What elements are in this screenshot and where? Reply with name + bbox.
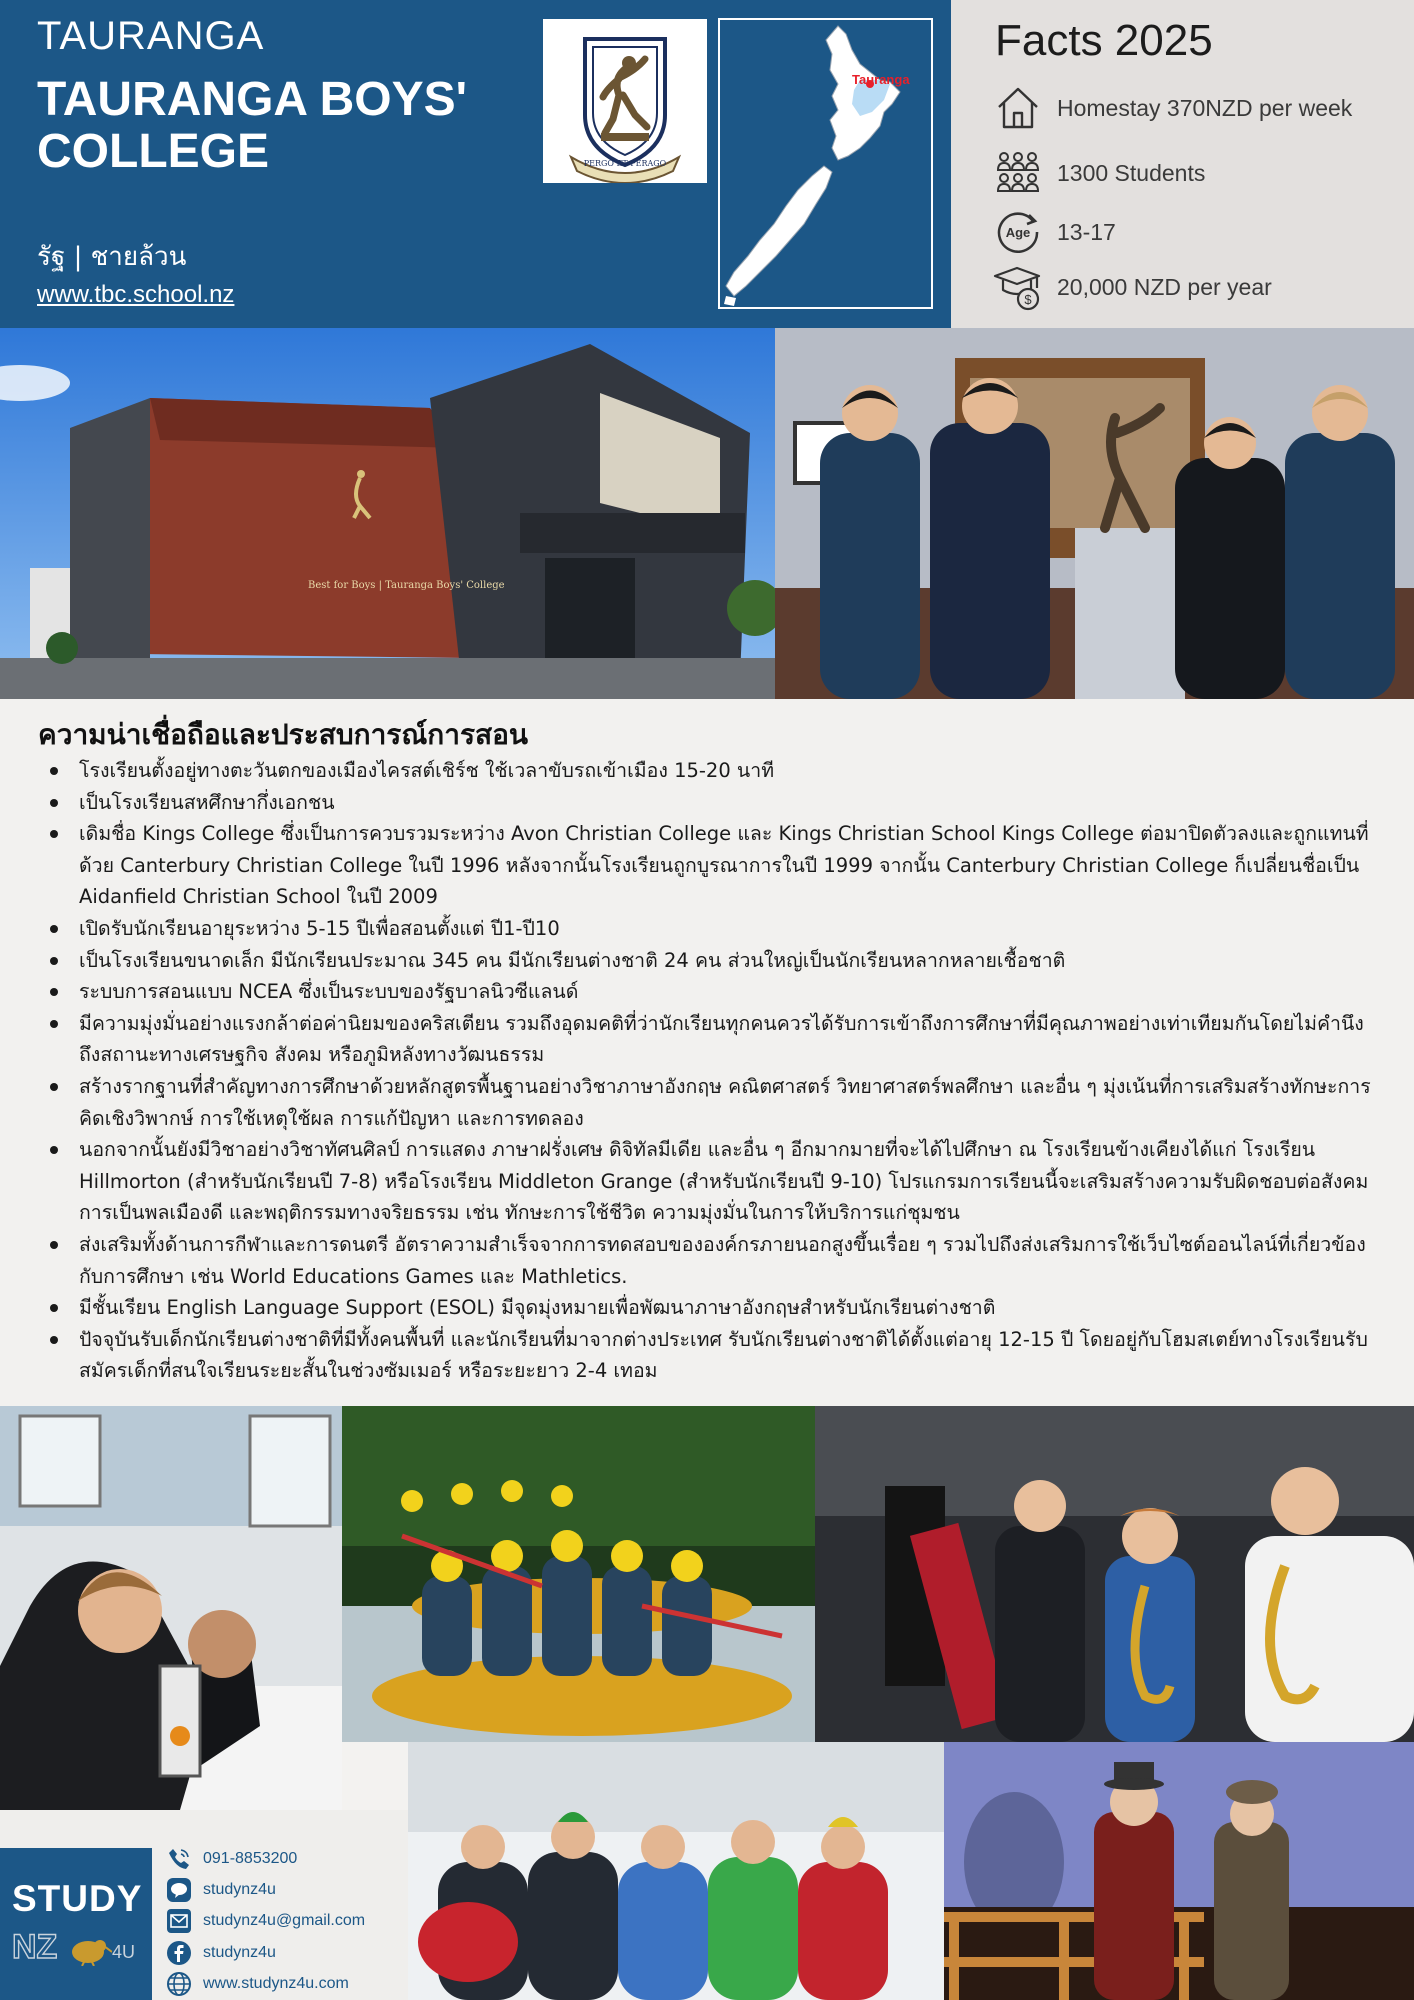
list-item: มีความมุ่งมั่นอย่างแรงกล้าต่อค่านิยมของคริสเตียน รวมถึงอุดมคติที่ว่านักเรียนทุกคนควรได้รับการเข้าถึงการศึกษาที่มีคุณภาพอย่างเท่าเทียมกันโดยไม่คำนึงถึงสถานะทางเศรษฐกิจ สังคม หรือภูมิหลังทางวัฒนธรรม xyxy=(38,1008,1383,1071)
list-item: โรงเรียนตั้งอยู่ทางตะวันตกของเมืองไครสต์เชิร์ช ใช้เวลาขับรถเข้าเมือง 15-20 นาที xyxy=(38,755,1383,787)
line-icon xyxy=(166,1877,192,1903)
contact-text: 091-8853200 xyxy=(203,1850,298,1867)
logo-study-text: STUDY xyxy=(12,1878,143,1919)
fact-text: 1300 Students xyxy=(1057,159,1206,186)
fact-homestay xyxy=(993,83,1352,133)
kiwi-bird-icon xyxy=(66,1936,112,1966)
house-icon xyxy=(993,83,1043,133)
studynz4u-logo xyxy=(0,1848,152,2000)
facebook-icon xyxy=(166,1940,192,1966)
contact-line[interactable] xyxy=(166,1876,276,1904)
phone-icon xyxy=(166,1846,192,1872)
fact-text: Homestay 370NZD per week xyxy=(1057,94,1353,121)
contact-text: studynz4u xyxy=(203,1881,276,1898)
contact-phone[interactable] xyxy=(166,1845,297,1873)
photo-school-building xyxy=(0,328,775,699)
map-label-tauranga: Tauranga xyxy=(852,72,910,87)
list-item: เป็นโรงเรียนสหศึกษากึ่งเอกชน xyxy=(38,787,1383,819)
info-bullet-list xyxy=(38,755,1383,1387)
contact-text: studynz4u xyxy=(203,1944,276,1961)
photo-rafting xyxy=(342,1406,815,1742)
contact-website[interactable] xyxy=(166,1970,349,1998)
students-icon xyxy=(993,148,1043,198)
svg-text:$: $ xyxy=(1024,292,1032,307)
tuition-icon xyxy=(993,262,1043,312)
list-item: สร้างรากฐานที่สำคัญทางการศึกษาด้วยหลักสูตรพื้นฐานอย่างวิชาภาษาอังกฤษ คณิตศาสตร์ วิทยาศาสตร์พลศึกษา และอื่น ๆ มุ่งเน้นที่การเสริมสร้างทักษะการคิดเชิงวิพากษ์ การใช้เหตุใช้ผล การแก้ปัญหา และการทดลอง xyxy=(38,1071,1383,1134)
school-type: รัฐ | ชายล้วน xyxy=(37,242,187,272)
map-icon xyxy=(720,20,933,309)
list-item: เป็นโรงเรียนขนาดเล็ก มีนักเรียนประมาณ 345 คน มีนักเรียนต่างชาติ 24 คน ส่วนใหญ่เป็นนักเรียนหลากหลายเชื้อชาติ xyxy=(38,945,1383,977)
list-item: ปัจจุบันรับเด็กนักเรียนต่างชาติที่มีทั้งคนพื้นที่ และนักเรียนที่มาจากต่างประเทศ รับนักเรียนต่างชาติได้ตั้งแต่อายุ 12-15 ปี โดยอยู่กับโฮมสเตย์ทางโรงเรียนรับสมัครเด็กที่สนใจเรียนระยะสั้นในช่วงซัมเมอร์ หรือระยะยาว 2-4 เทอม xyxy=(38,1324,1383,1387)
fact-tuition xyxy=(993,262,1272,312)
school-website-link[interactable]: www.tbc.school.nz xyxy=(37,281,235,308)
crest-motto: PERGO ET PERAGO xyxy=(583,159,667,168)
school-name: TAURANGA BOYS' COLLEGE xyxy=(37,73,468,178)
building-sign-text: Best for Boys | Tauranga Boys' College xyxy=(308,580,505,591)
contact-text: www.studynz4u.com xyxy=(203,1975,349,1992)
contact-facebook[interactable] xyxy=(166,1939,276,1967)
photo-jazz-band xyxy=(815,1406,1414,1742)
facts-panel xyxy=(951,0,1414,328)
email-icon xyxy=(166,1908,192,1934)
header-banner xyxy=(0,0,951,328)
photo-students-group xyxy=(775,328,1414,699)
age-icon xyxy=(993,207,1043,257)
fact-age xyxy=(993,207,1116,257)
photo-snow-trip xyxy=(408,1742,944,2000)
fact-text: 20,000 NZD per year xyxy=(1057,273,1272,300)
list-item: ระบบการสอนแบบ NCEA ซึ่งเป็นระบบของรัฐบาลนิวซีแลนด์ xyxy=(38,976,1383,1008)
list-item: ส่งเสริมทั้งด้านการกีฬาและการดนตรี อัตราความสำเร็จจากการทดสอบขององค์กรภายนอกสูงขึ้นเรื่อย ๆ รวมไปถึงส่งเสริมการใช้เว็บไซต์ออนไลน์ที่เกี่ยวข้องกับการศึกษา เช่น World Educations Games และ Mathletics. xyxy=(38,1229,1383,1292)
globe-icon xyxy=(166,1971,192,1997)
list-item: มีชั้นเรียน English Language Support (ESOL) มีจุดมุ่งหมายเพื่อพัฒนาภาษาอังกฤษสำหรับนักเรียนต่างชาติ xyxy=(38,1292,1383,1324)
facts-title: Facts 2025 xyxy=(995,16,1213,65)
list-item: เดิมชื่อ Kings College ซึ่งเป็นการควบรวมระหว่าง Avon Christian College และ Kings Christian School Kings College ต่อมาปิดตัวลงและถูกแทนที่ด้วย Canterbury Christian College ในปี 1996 หลังจากนั้นโรงเรียนถูกบูรณาการในปี 1999 จากนั้น Canterbury Christian College ก็เปลี่ยนชื่อเป็น Aidanfield Christian School ในปี 2009 xyxy=(38,818,1383,913)
contact-email[interactable] xyxy=(166,1907,365,1935)
school-crest xyxy=(543,19,707,183)
fact-text: 13-17 xyxy=(1057,218,1116,245)
photo-theatre xyxy=(944,1742,1414,2000)
svg-text:Age: Age xyxy=(1005,225,1031,240)
content-section xyxy=(0,699,1414,1406)
fact-students xyxy=(993,148,1205,198)
city-name: TAURANGA xyxy=(37,14,265,58)
contact-text: studynz4u@gmail.com xyxy=(203,1912,366,1929)
new-zealand-map xyxy=(718,18,933,309)
section-heading: ความน่าเชื่อถือและประสบการณ์การสอน xyxy=(38,718,529,751)
list-item: นอกจากนั้นยังมีวิชาอย่างวิชาทัศนศิลป์ การแสดง ภาษาฝรั่งเศษ ดิจิทัลมีเดีย และอื่น ๆ อีกมากมายที่จะได้ไปศึกษา ณ โรงเรียนข้างเคียงได้แก่ โรงเรียน Hillmorton (สำหรับนักเรียนปี 7-8) หรือโรงเรียน Middleton Grange (สำหรับนักเรียนปี 9-10) โปรแกรมการเรียนนี้จะเสริมสร้างความรับผิดชอบต่อสังคม การเป็นพลเมืองดี และพฤติกรรมทางจริยธรรม เช่น ทักษะการใช้ชีวิต ความมุ่งมั่นในการให้บริการแก่ชุมชน xyxy=(38,1134,1383,1229)
photo-science-class xyxy=(0,1406,342,1810)
logo-nz-text: NZ xyxy=(12,1928,58,1966)
list-item: เปิดรับนักเรียนอายุระหว่าง 5-15 ปีเพื่อสอนตั้งแต่ ปี1-ปี10 xyxy=(38,913,1383,945)
logo-4u-text: 4U xyxy=(112,1942,136,1962)
